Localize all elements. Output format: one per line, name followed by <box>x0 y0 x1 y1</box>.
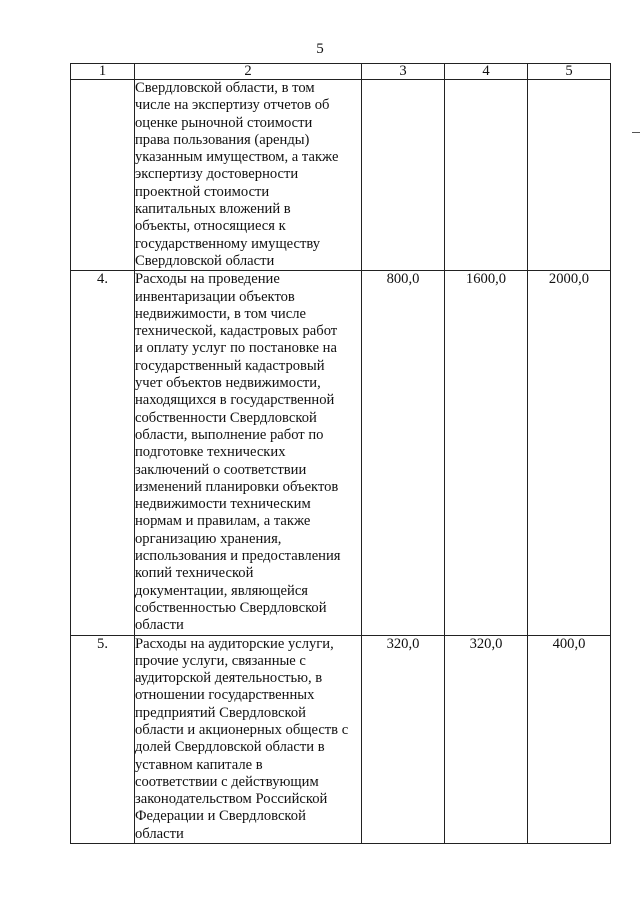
description-line: капитальных вложений в <box>135 201 291 218</box>
description-line: нормам и правилам, а также <box>135 513 311 530</box>
table-row <box>71 271 611 635</box>
description-line: долей Свердловской области в <box>135 739 325 756</box>
header-col-3: 3 <box>362 64 445 80</box>
description-line: объекты, относящиеся к <box>135 218 286 235</box>
description-line: копий технической <box>135 565 254 582</box>
scan-artifact-mark <box>632 132 640 133</box>
description-line: учет объектов недвижимости, <box>135 375 321 392</box>
description-line: прочие услуги, связанные с <box>135 652 306 669</box>
description-line: собственности Свердловской <box>135 409 317 426</box>
description-line: государственному имуществу <box>135 235 321 252</box>
description-line: соответствии с действующим <box>135 773 319 790</box>
header-col-1: 1 <box>71 64 135 80</box>
description-line: инвентаризации объектов <box>135 288 295 305</box>
table-row <box>71 635 611 844</box>
description-line: отношении государственных <box>135 687 315 704</box>
row-value-col4: 1600,0 <box>445 271 528 635</box>
description-line: находящихся в государственной <box>135 392 335 409</box>
row-value-col5: 400,0 <box>528 635 611 844</box>
row-number <box>71 80 135 271</box>
description-line: законодательством Российской <box>135 791 328 808</box>
row-value-col5 <box>528 80 611 271</box>
row-value-col5: 2000,0 <box>528 271 611 635</box>
description-line: Расходы на проведение <box>135 271 280 288</box>
description-line: недвижимости, в том числе <box>135 305 306 322</box>
description-line: области <box>135 617 184 634</box>
description-line: Расходы на аудиторские услуги, <box>135 635 334 652</box>
description-line: указанным имуществом, а также <box>135 149 339 166</box>
description-line: проектной стоимости <box>135 183 270 200</box>
description-line: уставном капитале в <box>135 756 263 773</box>
description-line: изменений планировки объектов <box>135 478 339 495</box>
description-line: Свердловской области <box>135 252 275 269</box>
header-col-2: 2 <box>135 64 362 80</box>
page-number: 5 <box>316 41 324 57</box>
description-line: области <box>135 825 184 842</box>
description-line: недвижимости техническим <box>135 496 311 513</box>
description-line: документации, являющейся <box>135 582 309 599</box>
header-col-5: 5 <box>528 64 611 80</box>
row-value-col3: 320,0 <box>362 635 445 844</box>
row-value-col3 <box>362 80 445 271</box>
description-line: аудиторской деятельностью, в <box>135 670 323 687</box>
description-line: технической, кадастровых работ <box>135 323 338 340</box>
row-number: 4. <box>71 271 135 635</box>
row-value-col3: 800,0 <box>362 271 445 635</box>
row-description <box>135 271 362 635</box>
row-value-col4 <box>445 80 528 271</box>
description-line: права пользования (аренды) <box>135 131 310 148</box>
description-line: предприятий Свердловской <box>135 704 306 721</box>
description-line: оценке рыночной стоимости <box>135 114 313 131</box>
description-line: экспертизу достоверности <box>135 166 299 183</box>
table-row <box>71 80 611 271</box>
description-line: и оплату услуг по постановке на <box>135 340 337 357</box>
description-line: области и акционерных обществ с <box>135 721 349 738</box>
description-line: подготовке технических <box>135 444 286 461</box>
description-line: Свердловской области, в том <box>135 80 315 96</box>
header-col-4: 4 <box>445 64 528 80</box>
table-body <box>71 80 611 844</box>
table-header-row <box>71 64 611 80</box>
description-line: собственностью Свердловской <box>135 599 327 616</box>
description-line: использования и предоставления <box>135 548 341 565</box>
description-line: организацию хранения, <box>135 530 282 547</box>
description-line: заключений о соответствии <box>135 461 307 478</box>
row-description <box>135 80 362 271</box>
description-line: государственный кадастровый <box>135 357 325 374</box>
row-value-col4: 320,0 <box>445 635 528 844</box>
description-line: Федерации и Свердловской <box>135 808 306 825</box>
description-line: области, выполнение работ по <box>135 426 324 443</box>
row-number: 5. <box>71 635 135 844</box>
row-description <box>135 635 362 844</box>
budget-table <box>70 63 611 844</box>
description-line: числе на экспертизу отчетов об <box>135 97 330 114</box>
